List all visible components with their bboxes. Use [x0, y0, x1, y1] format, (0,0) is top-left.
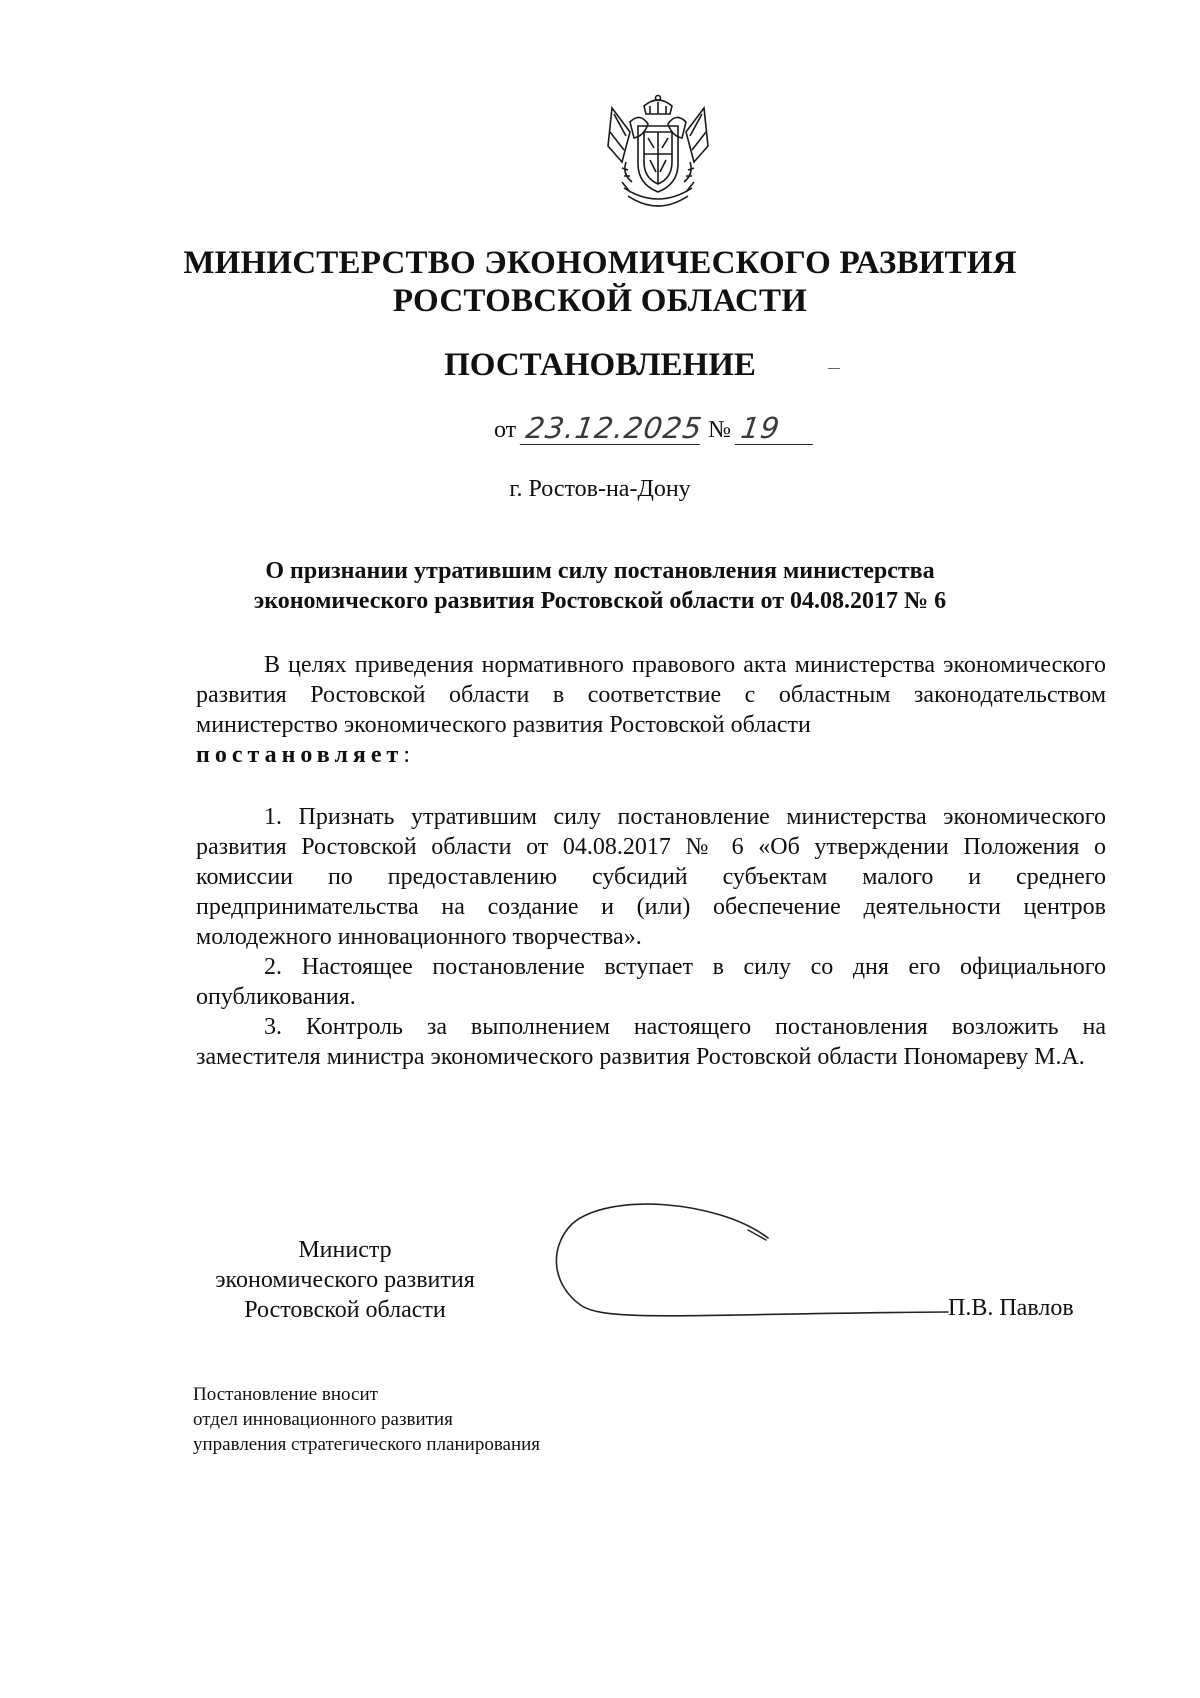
subject-line2: экономического развития Ростовской области от 04.08.2017 № 6	[253, 588, 947, 614]
footer-line2: отдел инновационного развития	[193, 1409, 453, 1430]
decree-colon: :	[403, 742, 410, 768]
decree-line	[196, 740, 1106, 770]
coat-of-arms-icon	[600, 92, 716, 212]
handwritten-signature-icon	[548, 1190, 960, 1322]
preamble	[196, 650, 1106, 770]
document-subject	[0, 556, 1200, 616]
handwritten-number: 19	[735, 413, 817, 445]
footer-line1: Постановление вносит	[193, 1384, 378, 1405]
handwritten-date: 23.12.2025	[520, 413, 704, 445]
signer-name: П.В. Павлов	[948, 1295, 1074, 1321]
subject-line1: О признании утратившим силу постановления министерства	[265, 558, 935, 584]
decree-item-1: 1. Признать утратившим силу постановление министерства экономического развития Ростовской области от 04.08.2017 № 6 «Об утверждении Положения о комиссии по предоставлению субсидий субъектам малого и среднего предпринимательства на создание и (или) обеспечение деятельности центров молодежного инновационного творчества».	[196, 804, 1106, 950]
number-prefix: №	[708, 417, 732, 443]
ministry-name-line2: РОСТОВСКОЙ ОБЛАСТИ	[392, 283, 808, 319]
city: г. Ростов-на-Дону	[509, 476, 691, 502]
document-type-label: ПОСТАНОВЛЕНИЕ	[444, 347, 756, 383]
ministry-name-line1: МИНИСТЕРСТВО ЭКОНОМИЧЕСКОГО РАЗВИТИЯ	[183, 245, 1017, 281]
preamble-text: В целях приведения нормативного правового акта министерства экономического развития Ростовской области в соответствие с областным законодательством министерство экономического развития Ростовской области	[196, 652, 1106, 738]
stray-mark	[828, 368, 840, 369]
signer-title-line3: Ростовской области	[244, 1297, 446, 1323]
decree-items	[196, 802, 1106, 1072]
date-prefix: от	[494, 417, 517, 443]
signer-title-line1: Министр	[298, 1237, 392, 1263]
signer-title-line2: экономического развития	[215, 1267, 475, 1293]
ministry-name	[0, 244, 1200, 320]
date-number-line	[494, 410, 815, 450]
footer-line3: управления стратегического планирования	[193, 1434, 541, 1455]
decree-item-3: 3. Контроль за выполнением настоящего постановления возложить на заместителя министра экономического развития Ростовской области Пономареву М.А.	[196, 1014, 1106, 1070]
document-type	[0, 346, 1200, 384]
decree-word: постановляет	[196, 742, 404, 768]
decree-item-2: 2. Настоящее постановление вступает в силу со дня его официального опубликования.	[196, 954, 1106, 1010]
signer-title	[180, 1235, 510, 1325]
document-footer	[193, 1382, 540, 1457]
